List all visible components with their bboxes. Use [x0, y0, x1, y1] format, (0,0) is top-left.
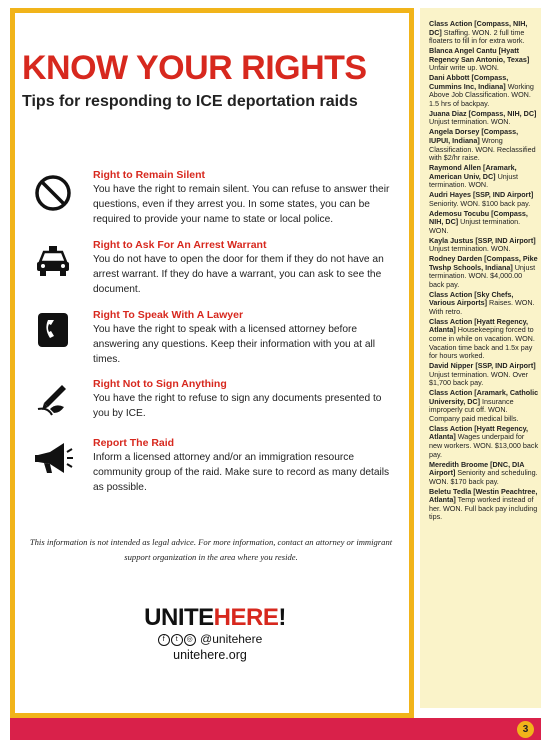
- grievance-name: Class Action [Aramark, Catholic University, DC]: [429, 388, 539, 406]
- grievance-entry: [429, 255, 539, 289]
- right-title: Right Not to Sign Anything: [93, 378, 227, 390]
- page-title: KNOW YOUR RIGHTS: [22, 49, 367, 87]
- grievance-outcome: Housekeeping forced to come in while on vacation. WON. Vacation time back and 1.5x pay for hours worked.: [429, 325, 535, 361]
- grievance-list: [429, 20, 539, 523]
- grievance-outcome: Wrong Classification. WON. Reclassified with $2/hr raise.: [429, 135, 536, 163]
- grievance-entry: [429, 110, 539, 127]
- right-text: You have the right to remain silent. You can refuse to answer their questions, even if they arrest you. In some states, you can be required to provide your name to state or local police.: [93, 184, 390, 225]
- right-arrest-warrant: [93, 238, 393, 297]
- social-row: [115, 632, 305, 646]
- megaphone-icon: [32, 438, 74, 480]
- police-car-icon: [32, 240, 74, 282]
- grievance-outcome: Unjust termination. WON. $4,000.00 back pay.: [429, 262, 536, 289]
- grievance-name: Ademosu Tocubu [Compass, NIH, DC]: [429, 208, 528, 227]
- grievance-entry: [429, 74, 539, 108]
- right-title: Right to Ask For An Arrest Warrant: [93, 239, 267, 251]
- right-text: You have the right to speak with a licensed attorney before answering any questions. Keep their information with you at all times.: [93, 324, 376, 365]
- grievance-outcome: Seniority and scheduling. WON. $170 back pay.: [429, 468, 538, 486]
- instagram-icon: ◎: [184, 634, 196, 646]
- grievance-name: Rodney Darden [Compass, Pike Twshp Schools, Indiana]: [429, 254, 538, 272]
- grievance-entry: [429, 488, 539, 522]
- footer-bar: [10, 718, 541, 740]
- grievance-entry: [429, 237, 539, 254]
- right-not-sign: [93, 377, 393, 421]
- grievance-name: Dani Abbott [Compass, Cummins Inc, Indiana]: [429, 73, 509, 91]
- twitter-icon: t: [171, 634, 183, 646]
- grievance-outcome: Unjust termination. WON.: [429, 171, 518, 190]
- grievance-sidebar: [420, 8, 541, 708]
- grievance-outcome: Working Above Job Classification. WON. 1.5 hrs of backpay.: [429, 81, 534, 108]
- grievance-outcome: Unjust termination. WON.: [429, 117, 511, 127]
- grievance-outcome: Temp worked instead of her. WON. Full back pay including tips.: [429, 495, 538, 522]
- grievance-name: Class Action [Hyatt Regency, Atlanta]: [429, 423, 529, 442]
- right-text: Inform a licensed attorney and/or an immigration resource community group of the raid. Make sure to record as many details as possible.: [93, 452, 390, 493]
- facebook-icon: f: [158, 634, 170, 646]
- logo-here: HERE: [213, 604, 279, 631]
- grievance-name: David Nipper [SSP, IND Airport]: [429, 361, 536, 371]
- right-report-raid: [93, 436, 393, 495]
- right-title: Report The Raid: [93, 437, 175, 449]
- grievance-entry: [429, 291, 539, 317]
- grievance-outcome: Unjust termination. WON.: [429, 244, 511, 254]
- grievance-entry: [429, 461, 539, 487]
- grievance-entry: [429, 425, 539, 459]
- grievance-name: Kayla Justus [SSP, IND Airport]: [429, 235, 536, 245]
- disclaimer: This information is not intended as legal advice. For more information, contact an attorney or immigrant support organization in the area where you reside.: [29, 537, 393, 562]
- grievance-outcome: Raises. WON. With retro.: [429, 298, 535, 316]
- logo-unite: UNITE: [144, 604, 214, 631]
- phone-icon: [32, 309, 74, 351]
- grievance-entry: [429, 128, 539, 162]
- grievance-name: Class Action [Compass, NIH, DC]: [429, 19, 528, 37]
- grievance-name: Beletu Tedla [Westin Peachtree, Atlanta]: [429, 486, 538, 505]
- grievance-outcome: Seniority. WON. $100 back pay.: [429, 198, 531, 208]
- prohibition-icon: [32, 172, 74, 214]
- right-title: Right to Remain Silent: [93, 169, 206, 181]
- grievance-entry: [429, 20, 539, 46]
- logo-bang: !: [278, 604, 286, 631]
- grievance-outcome: Unfair write up. WON.: [429, 63, 499, 73]
- right-text: You do not have to open the door for them if they do not have an arrest warrant. If they do have a warrant, you can ask to see the document.: [93, 254, 384, 295]
- grievance-name: Meredith Broome [DNC, DIA Airport]: [429, 459, 525, 478]
- grievance-name: Blanca Angel Cantu [Hyatt Regency San Antonio, Texas]: [429, 46, 530, 64]
- grievance-entry: [429, 362, 539, 388]
- right-title: Right To Speak With A Lawyer: [93, 309, 244, 321]
- pen-signing-icon: [32, 379, 74, 421]
- grievance-outcome: Insurance improperly cut off. WON. Company paid medical bills.: [429, 396, 519, 423]
- website-link[interactable]: unitehere.org: [173, 648, 247, 662]
- social-handle: @unitehere: [200, 632, 263, 646]
- grievance-entry: [429, 164, 539, 190]
- grievance-entry: [429, 47, 539, 73]
- page-number: 3: [517, 721, 534, 738]
- right-speak-lawyer: [93, 308, 393, 367]
- grievance-outcome: Unjust termination. WON. Over $1,700 back pay.: [429, 369, 529, 388]
- grievance-name: Angela Dorsey [Compass, IUPUI, Indiana]: [429, 127, 519, 145]
- grievance-outcome: Unjust termination. WON.: [429, 217, 521, 235]
- grievance-entry: [429, 210, 539, 236]
- grievance-name: Raymond Allen [Aramark, American Univ, DC]: [429, 162, 517, 181]
- grievance-entry: [429, 318, 539, 361]
- grievance-name: Class Action [Hyatt Regency, Atlanta]: [429, 316, 529, 335]
- grievance-name: Class Action [Sky Chefs, Various Airports]: [429, 289, 514, 308]
- page-subtitle: Tips for responding to ICE deportation raids: [22, 93, 358, 110]
- unitehere-logo: [115, 604, 315, 632]
- right-text: You have the right to refuse to sign any documents presented to you by ICE.: [93, 393, 382, 419]
- right-remain-silent: [93, 168, 393, 227]
- grievance-outcome: Wages underpaid for new workers. WON. $13,000 back pay.: [429, 432, 539, 459]
- grievance-name: Juana Diaz [Compass, NIH, DC]: [429, 108, 537, 118]
- grievance-entry: [429, 191, 539, 208]
- grievance-outcome: Staffing. WON. 2 full time floaters to fill in for extra work.: [429, 27, 525, 46]
- grievance-entry: [429, 389, 539, 423]
- grievance-name: Audri Hayes [SSP, IND Airport]: [429, 190, 534, 200]
